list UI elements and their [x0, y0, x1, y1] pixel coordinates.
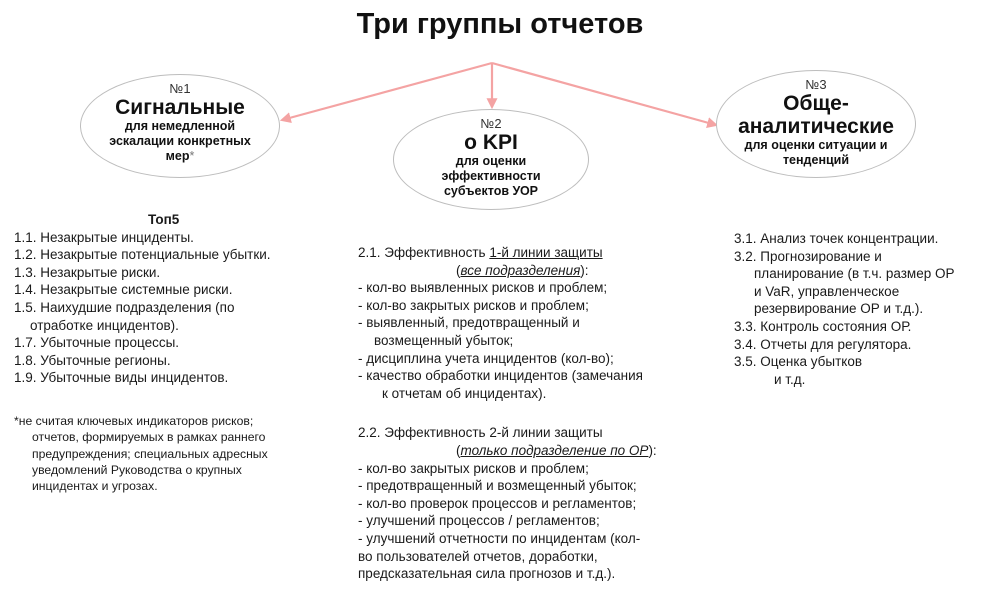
footnote-line: уведомлений Руководства о крупных [32, 462, 242, 477]
list-item: - кол-во выявленных рисков и проблем; [358, 280, 608, 296]
section-2-2-heading: 2.2. Эффективность 2-й линии защиты [358, 425, 603, 441]
list-item-continuation: и т.д. [774, 371, 806, 387]
group-3-number: №3 [805, 77, 827, 92]
list-item-continuation: резервирование ОР и т.д.). [754, 301, 924, 317]
list-item: 1.7. Убыточные процессы. [14, 335, 180, 351]
list-item-continuation: во пользователей отчетов, доработки, [358, 548, 598, 564]
list-item-continuation: планирование (в т.ч. размер ОР [754, 266, 955, 282]
footnote-line: отчетов, формируемых в рамках раннего [32, 430, 266, 445]
group-3-desc-line-1: для оценки ситуации и [744, 138, 888, 152]
list-item: 3.4. Отчеты для регулятора. [734, 336, 912, 352]
list-item-continuation: предсказательная сила прогнозов и т.д.). [358, 566, 616, 582]
list-item: 1.9. Убыточные виды инцидентов. [14, 370, 229, 386]
section-2-1-scope: (все подразделения): [456, 262, 589, 278]
footnote [14, 413, 344, 494]
line-1-link-text: 1-й линии защиты [489, 245, 603, 260]
list-item: - кол-во проверок процессов и регламентов; [358, 495, 637, 511]
group-1-list [14, 211, 344, 387]
footnote-line: *не считая ключевых индикаторов рисков; [14, 414, 254, 428]
group-2-number: №2 [480, 116, 502, 131]
list-item: - выявленный, предотвращенный и [358, 315, 580, 331]
group-1-name: Сигнальные [115, 96, 245, 119]
group-2-name: о KPI [464, 131, 518, 154]
list-item: 1.3. Незакрытые риски. [14, 264, 161, 280]
list-item: - предотвращенный и возмещенный убыток; [358, 478, 637, 494]
group-3-desc-line-2: тенденций [782, 153, 850, 167]
group-1-footnote-mark: * [189, 149, 195, 163]
group-2-ellipse [393, 109, 589, 210]
list-item-continuation: к отчетам об инцидентах). [382, 385, 547, 401]
section-2-2-scope: (только подразделение по ОР): [456, 442, 657, 458]
group-1-desc-line-2: эскалации конкретных [109, 134, 251, 148]
list-item: 1.5. Наихудшие подразделения (по [14, 299, 235, 315]
group-2-desc-line-2: эффективности [441, 169, 541, 183]
list-item: - кол-во закрытых рисков и проблем; [358, 297, 589, 313]
page-title: Три группы отчетов [356, 8, 644, 40]
list-item: 3.5. Оценка убытков [734, 354, 863, 370]
section-2-1-heading: 2.1. Эффективность 1-й линии защиты [358, 245, 603, 260]
list-item: 3.2. Прогнозирование и [734, 248, 882, 264]
list-item: - дисциплина учета инцидентов (кол-во); [358, 350, 614, 366]
footnote-line: инцидентах и угрозах. [32, 479, 158, 494]
list-item: - качество обработки инцидентов (замечания [358, 368, 643, 384]
list-item: 3.1. Анализ точек концентрации. [734, 231, 939, 246]
list-item: - кол-во закрытых рисков и проблем; [358, 460, 589, 476]
group-2-list [358, 244, 698, 583]
list-item: 1.1. Незакрытые инциденты. [14, 229, 194, 245]
top5-heading: Топ5 [148, 212, 180, 227]
list-item-continuation: и VaR, управленческое [754, 283, 900, 299]
footnote-line: предупреждения; специальных адресных [32, 446, 268, 461]
group-2-desc-line-3: субъектов УОР [443, 184, 539, 198]
group-3-name-line-2: аналитические [738, 115, 894, 138]
list-item: - улучшений отчетности по инцидентам (кол- [358, 530, 641, 546]
list-item: - улучшений процессов / регламентов; [358, 513, 600, 529]
group-3-name-line-1: Обще- [783, 92, 849, 115]
list-item: 1.2. Незакрытые потенциальные убытки. [14, 247, 271, 263]
group-1-ellipse [80, 74, 280, 178]
list-item: 1.4. Незакрытые системные риски. [14, 282, 233, 298]
group-1-number: №1 [169, 81, 191, 96]
group-3-ellipse [716, 70, 916, 178]
list-item-continuation: возмещенный убыток; [374, 332, 514, 348]
group-1-desc-line-3: мер [165, 149, 190, 163]
group-2-desc-line-1: для оценки [455, 154, 527, 168]
list-item: 1.8. Убыточные регионы. [14, 352, 171, 368]
group-1-desc-line-1: для немедленной [124, 119, 236, 133]
list-item-continuation: отработке инцидентов). [30, 317, 179, 333]
list-item: 3.3. Контроль состояния ОР. [734, 318, 912, 334]
group-3-list [734, 230, 994, 388]
